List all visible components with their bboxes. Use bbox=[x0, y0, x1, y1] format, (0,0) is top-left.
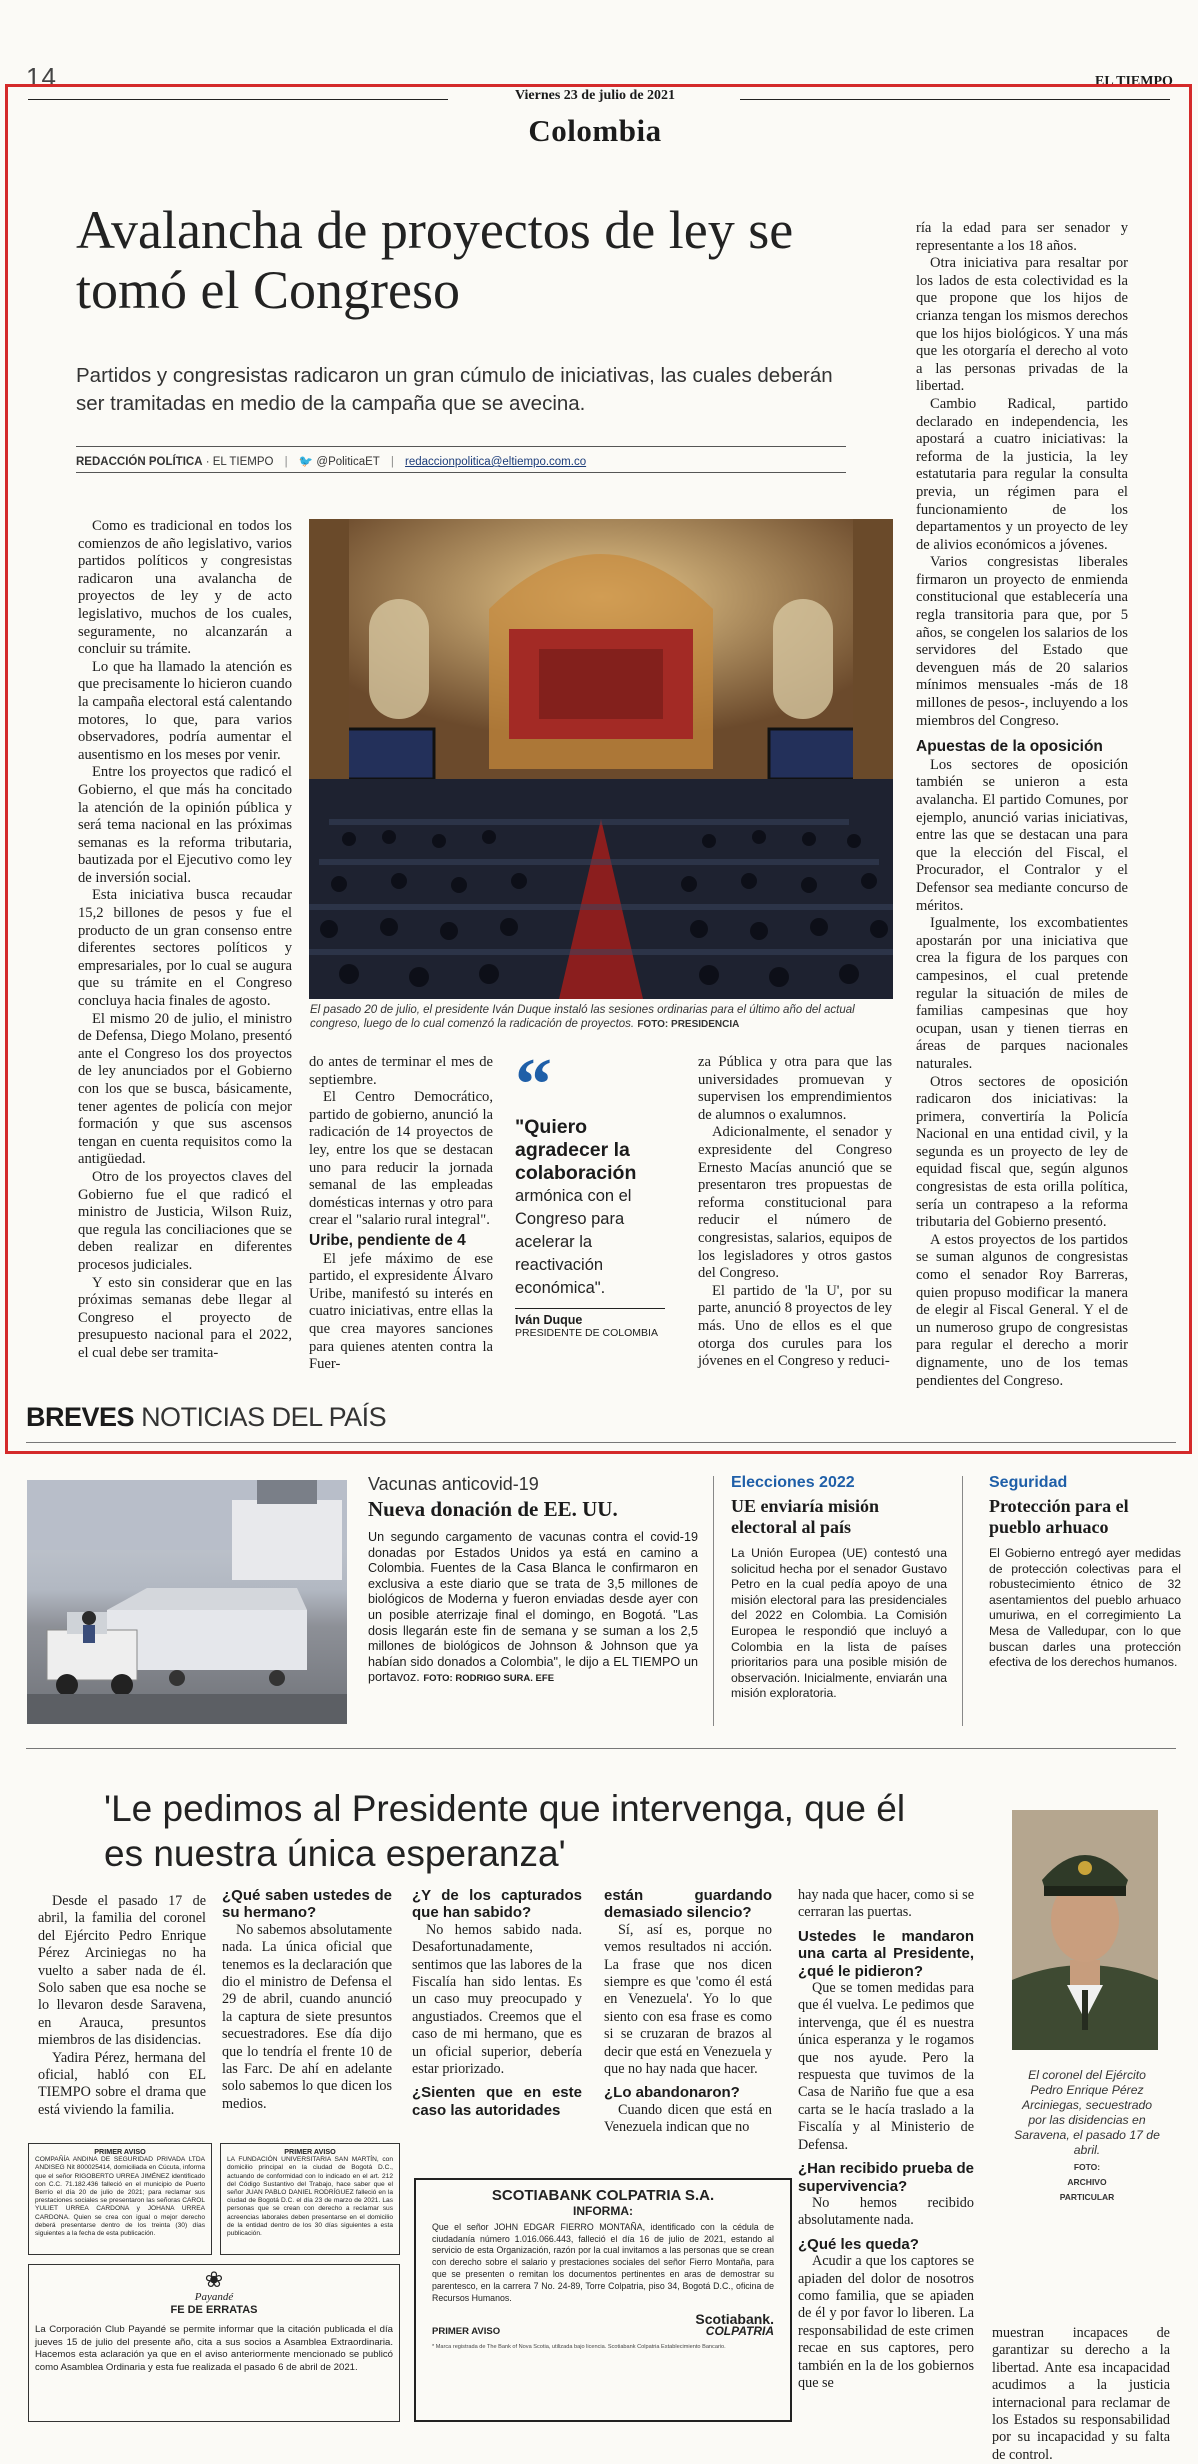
breves-photo bbox=[27, 1480, 347, 1724]
breve-seguridad: Seguridad Protección para el pueblo arhuaco El Gobierno entregó ayer medidas de protección colectivas para el robustecimiento étnico de 32 asentamientos del pueblo arhuaco umuriwa, en el corregimiento La Mesa de Valledupar, con lo que buscan darles una protección efectiva de los derechos humanos. bbox=[989, 1474, 1181, 1670]
photo-caption: El pasado 20 de julio, el presidente Iván Duque instaló las sesiones ordinarias para el último año del actual congreso, luego de lo cual comenzó la radicación de proyectos. FOTO: PRESIDENCIA bbox=[310, 1004, 855, 1030]
breves-label: BREVES NOTICIAS DEL PAÍS bbox=[26, 1402, 387, 1432]
main-col-1: Como es tradicional en todos los comienzos de año legislativo, varios partidos políticos y congresistas radicaron una avalancha de proyectos de ley y de acto legislativo, muchos de los cuales, seguramente, no alcanzarán a concluir su trámite. Lo que ha llamado la atención es que precisamente lo hicieron cuando la campaña electoral está calentando motores, lo que, para varios observadores, podría aumentar el ausentismo en los meses por venir. Entre los proyectos que radicó el Gobierno, el que más ha concitado la atención de la opinión pública y será tema nacional en las próximas semanas es la reforma tributaria, bautizada por el Ejecutivo como ley de inversión social. Esta iniciativa busca recaudar 15,2 billones de pesos y fue el producto de un gran consenso entre diferentes sectores políticos y empresariales, por lo cual se augura que su trámite en el Congreso concluya hacia finales de agosto. El mismo 20 de julio, el ministro de Defensa, Diego Molano, presentó ante el Congreso los dos proyectos de ley anunciados por el Gobierno con los que se busca, básicamente, tener agentes de policía con mejor formación y que sus ascensos tengan en cuenta requisitos como la antigüedad. Otro de los proyectos claves del Gobierno fue el que radicó el ministro de Justicia, Wilson Ruiz, que regula las conciliaciones que se deben realizar en diferentes procesos judiciales. Y esto sin considerar que en las próximas semanas debe llegar al Congreso el proyecto de presupuesto nacional para el 2022, el cual debe ser tramita- bbox=[78, 518, 292, 1361]
interview-col-6: muestran incapaces de garantizar su derecho a la libertad. Ante esa incapacidad acudimos a la justicia internacional para reclamar de los Estados su responsabilidad por su incapacidad y su falta de control. bbox=[992, 2325, 1170, 2463]
pull-quote: “ "Quiero agradecer la colaboración armónica con el Congreso para acelerar la reactivación económica". Iván Duque PRESIDENTE DE COLOMBIA bbox=[515, 1060, 675, 1339]
notice-payande: ❀ Payandé FE DE ERRATAS La Corporación Club Payandé se permite informar que la citación publicada el día jueves 15 de julio del presente año, cita a sus socios a Asamblea Extraordinaria. Hacemos esta aclaración ya que en el aviso anteriormente mencionado se publicó como Asamblea Ordinaria y esta fue realizada el pasado 6 de abril de 2021. bbox=[28, 2264, 400, 2422]
main-col-right: ría la edad para ser senador y representante a los 18 años. Otra iniciativa para resaltar por los lados de esta colectividad es la que propone que los hijos de crianza tengan los mismos derechos que los hijos biológicos. Y una más que les otorgaría el derecho al voto a las personas privadas de la libertad. Cambio Radical, partido declarado en independencia, les apostará a cuatro iniciativas: la reforma de la justicia, la ley estatutaria para regular la consulta previa, un régimen para el funcionamiento de los departamentos y un proyecto de ley de alivios económicos a jóvenes. Varios congresistas liberales firmaron un proyecto de enmienda constitucional que establecería una regla transitoria para que, por 5 años, se congelen los salarios de los servidores del Estado que devenguen más de 20 salarios mínimos mensuales -más de 18 millones de pesos-, incluyendo a los miembros del Congreso. Apuestas de la oposición Los sectores de oposición también se unieron a esta avalancha. El partido Comunes, por ejemplo, anunció varias iniciativas, entre las que se destacan una para que la elección del Fiscal, el Procurador, el Contralor y el Defensor sea mediante concurso de méritos. Igualmente, los excombatientes apostarán por una iniciativa que crea la figura de los parques con campesinos, el cual pretende regular la situación de miles de familias campesinas que hoy ocupan, usan y tienen tierras en áreas de parques nacionales naturales. Otros sectores de oposición radicaron dos iniciativas: la primera, convertiría la Policía Nacional en una entidad civil, y la segunda es un proyecto de ley de equidad fiscal que, según algunos congresistas de esta orilla política, sería un contrapeso a la reforma tributaria del Gobierno presentó. A estos proyectos de los partidos se suman algunos de congresistas como el senador Roy Barreras, quien propuso modificar la manera de elegir al Fiscal General. Y el de un numeroso grupo de congresistas para regular el derecho a morir dignamente, uno de los temas pendientes del Congreso. bbox=[916, 220, 1128, 1389]
interview-intro: Desde el pasado 17 de abril, la familia del coronel del Ejército Pedro Enrique Pérez Arciniegas no ha vuelto a saber nada de él. Solo saben que esa noche se lo llevaron desde Saravena, en Arauca, presuntos miembros de las disidencias. Yadira Pérez, hermana del oficial, habló con EL TIEMPO sobre el drama que está viviendo la familia. bbox=[38, 1893, 206, 2118]
interview-col-3: ¿Y de los capturados que han sabido? No hemos sabido nada. Desafortunadamente, sentimos que las labores de la Fiscalía han sido lentas. Es un caso muy preocupado y angustiados. Creemos que el caso de mi hermano, que es un oficial superior, debería estar priorizado. ¿Sienten que en este caso las autoridades bbox=[412, 1887, 582, 2119]
breve-elecciones: Elecciones 2022 UE enviaría misión electoral al país La Unión Europea (UE) contestó una solicitud hecha por el senador Gustavo Petro en la cual pedía apoyo de una misión electoral para las presidenciales del 2022 en Colombia. La Comisión Europea le respondió que incluyó a Colombia en la lista de países prioritarios para una posible misión de observación. Inicialmente, enviarán una misión exploratoria. bbox=[731, 1474, 947, 1701]
page-number: 14 bbox=[26, 62, 57, 92]
section-title: Colombia bbox=[528, 113, 662, 148]
payande-logo-icon: ❀ bbox=[204, 2267, 224, 2292]
interview-col-5: hay nada que hacer, como si se cerraran las puertas. Ustedes le mandaron una carta al Presidente, ¿qué le pidieron? Que se tomen medidas para que él vuelva. Le pedimos que intervenga, que él es nuestra única esperanza y le rogamos que nos ayude. Pero la respuesta que tuvimos de la Casa de Nariño fue que a esa carta se le hacía traslado a la Fiscalía y al Ministerio de Defensa. ¿Han recibido prueba de supervivencia? No hemos recibido absolutamente nada. ¿Qué les queda? Acudir a que los captores se apiaden del dolor de nosotros como familia, que se apiaden de él y por favor lo liberen. La responsabilidad de este crimen recae en sus captores, pero también en la de los gobiernos que se bbox=[798, 1887, 974, 2391]
colonel-caption: El coronel del Ejército Pedro Enrique Pérez Arciniegas, secuestrado por las disidencias en Saravena, el pasado 17 de abril. FOTO: ARCHIVO PARTICULAR bbox=[1014, 2068, 1160, 2202]
congress-photo-art bbox=[309, 519, 893, 999]
colonel-photo bbox=[1012, 1810, 1158, 2050]
subhead-uribe: Uribe, pendiente de 4 bbox=[309, 1231, 466, 1249]
breve-vacunas: Vacunas anticovid-19 Nueva donación de EE. UU. Un segundo cargamento de vacunas contra el covid-19 donadas por Estados Unidos ya está en camino a Colombia. Fuentes de la Casa Blanca le confirmaron en exclusiva a este diario que se trata de 3,5 millones de biológicos de Moderna y fueron enviadas desde ayer con un posible aterrizaje final el domingo, en Bogotá. "Las dosis llegarán este fin de semana y se suman a los 2,5 millones de biológicos de Johnson & Johnson que ya habían sido donados a Colombia", le dijo a EL TIEMPO un portavoz. FOTO: RODRIGO SURA. EFE bbox=[368, 1474, 698, 1685]
main-headline: Avalancha de proyectos de ley se tomó el Congreso bbox=[76, 200, 794, 320]
page-date: Viernes 23 de julio de 2021 bbox=[514, 88, 676, 103]
scotiabank-logo: Scotiabank. bbox=[695, 2311, 774, 2328]
interview-col-4: están guardando demasiado silencio? Sí, así es, porque no vemos resultados ni acción. La frase que nos dicen siempre es que 'como él está en Venezuela'. Yo lo que siento con esa frase es como si se cruzaran de brazos al decir que está en Venezuela y que no hay nada que hacer. ¿Lo abandonaron? Cuando dicen que está en Venezuela indican que no bbox=[604, 1887, 772, 2136]
quote-mark-icon: “ bbox=[515, 1044, 552, 1126]
subhead-oposicion: Apuestas de la oposición bbox=[916, 738, 1103, 756]
vaccine-cargo-art bbox=[27, 1480, 347, 1724]
byline-outlet: · EL TIEMPO bbox=[205, 456, 274, 468]
interview-headline: 'Le pedimos al Presidente que intervenga, que él es nuestra única esperanza' bbox=[104, 1788, 906, 1874]
notice-fundacion: PRIMER AVISO LA FUNDACIÓN UNIVERSITARIA SAN MARTÍN, con domicilio principal en la ciudad de Bogotá D.C., actuando de conformidad con lo indicado en el art. 212 del Código Sustantivo del Trabajo, hace saber que el señor JUAN PABLO DANIEL RODRÍGUEZ falleció en la ciudad de Bogotá D.C. el día 23 de marzo de 2021. Las personas que se crean con derecho a reclamar sus acreencias laborales deben presentarse en el domicilio de la entidad dentro de los 30 días siguientes a esta publicación. bbox=[220, 2143, 400, 2255]
main-col-2: do antes de terminar el mes de septiembre. El Centro Democrático, partido de gobierno, anunció la radicación de 14 proyectos de ley, entre los que se destacan uno para reducir la jornada semanal de las empleadas domésticas internas y otro para crear el "salario rural integral". Uribe, pendiente de 4 El jefe máximo de ese partido, el expresidente Álvaro Uribe, manifestó su interés en cuatro iniciativas, entre ellas la que crea mayores sanciones para quienes atenten contra la Fuer- bbox=[309, 1054, 493, 1373]
notice-scotiabank: SCOTIABANK COLPATRIA S.A. INFORMA: Que el señor JOHN EDGAR FIERRO MONTAÑA, identificado con la cédula de ciudadanía número 1.016.066.443, falleció el día 16 de julio de 2021, estando al servicio de esta Organización, razón por la cual invitamos a las personas que se crean con derecho sobre el salario y prestaciones sociales del señor Fierro Montaña, para que se presenten o remitan los documentos pertinentes en aras de demostrar su parentesco, en la carrera 7 No. 24-89, Torre Colpatria, piso 34, Bogotá D.C., oficina de Recursos Humanos. PRIMER AVISO Scotiabank. COLPATRIA * Marca registrada de The Bank of Nova Scotia, utilizada bajo licencia. Scotiabank Colpatria Establecimiento Bancario. bbox=[414, 2178, 792, 2422]
main-deck: Partidos y congresistas radicaron un gran cúmulo de iniciativas, las cuales deberán ser tramitadas en medio de la campaña que se avecina. bbox=[76, 364, 833, 415]
email-link[interactable]: redaccionpolitica@eltiempo.com.co bbox=[405, 456, 587, 468]
quote-role: PRESIDENTE DE COLOMBIA bbox=[515, 1327, 658, 1339]
interview-col-2: ¿Qué saben ustedes de su hermano? No sabemos absolutamente nada. La única oficial que tenemos es la declaración que dio el ministro de Defensa el 29 de abril, cuando anunció la captura de siete presuntos secuestradores. Ese día dijo que lo tendría el frente 10 de las Farc. De ahí en adelante solo sabemos lo que dicen los medios. bbox=[222, 1887, 392, 2112]
notice-andiseg: PRIMER AVISO COMPAÑÍA ANDINA DE SEGURIDAD PRIVADA LTDA ANDISEG Nit 800025414, domiciliada en Cúcuta, informa que el señor RIGOBERTO URREA JIMÉNEZ identificado con C.C. 71.182.436 falleció en el municipio de Puerto Berrío el día 20 de julio de 2021; para reclamar sus prestaciones sociales se presentaron las señoras CAROL YULIET URREA CARDONA y JOHANA URREA CARDONA. Quien se crea con igual o mejor derecho deberá presentarse dentro de los treinta (30) días siguientes a la fecha de esta publicación. bbox=[28, 2143, 212, 2255]
colonel-portrait-art bbox=[1012, 1810, 1158, 2050]
byline: REDACCIÓN POLÍTICA · EL TIEMPO | 🐦 @PoliticaET | redaccionpolitica@eltiempo.com.co bbox=[76, 456, 587, 468]
main-col-4: za Pública y otra para que las universidades promuevan y supervisen los emprendimientos de alumnos o exalumnos. Adicionalmente, el senador y expresidente del Congreso Ernesto Macías anunció que se presentaron tres propuestas de reforma constitucional para reducir el número de congresistas, salarios, equipos de los legisladores y otros gastos del Congreso. El partido de 'la U', por su parte, anunció 8 proyectos de ley más. Uno de ellos es el que otorga dos curules para los jóvenes en el Congreso y reduci- bbox=[698, 1054, 892, 1370]
quote-author: Iván Duque bbox=[515, 1313, 583, 1327]
congress-photo bbox=[309, 519, 893, 999]
colpatria-logo: COLPATRIA bbox=[705, 2324, 774, 2339]
byline-author: REDACCIÓN POLÍTICA bbox=[76, 456, 203, 468]
twitter-handle[interactable]: @PoliticaET bbox=[316, 456, 380, 468]
twitter-icon: 🐦 bbox=[298, 456, 314, 468]
brand-logo: EL TIEMPO bbox=[1095, 74, 1173, 89]
